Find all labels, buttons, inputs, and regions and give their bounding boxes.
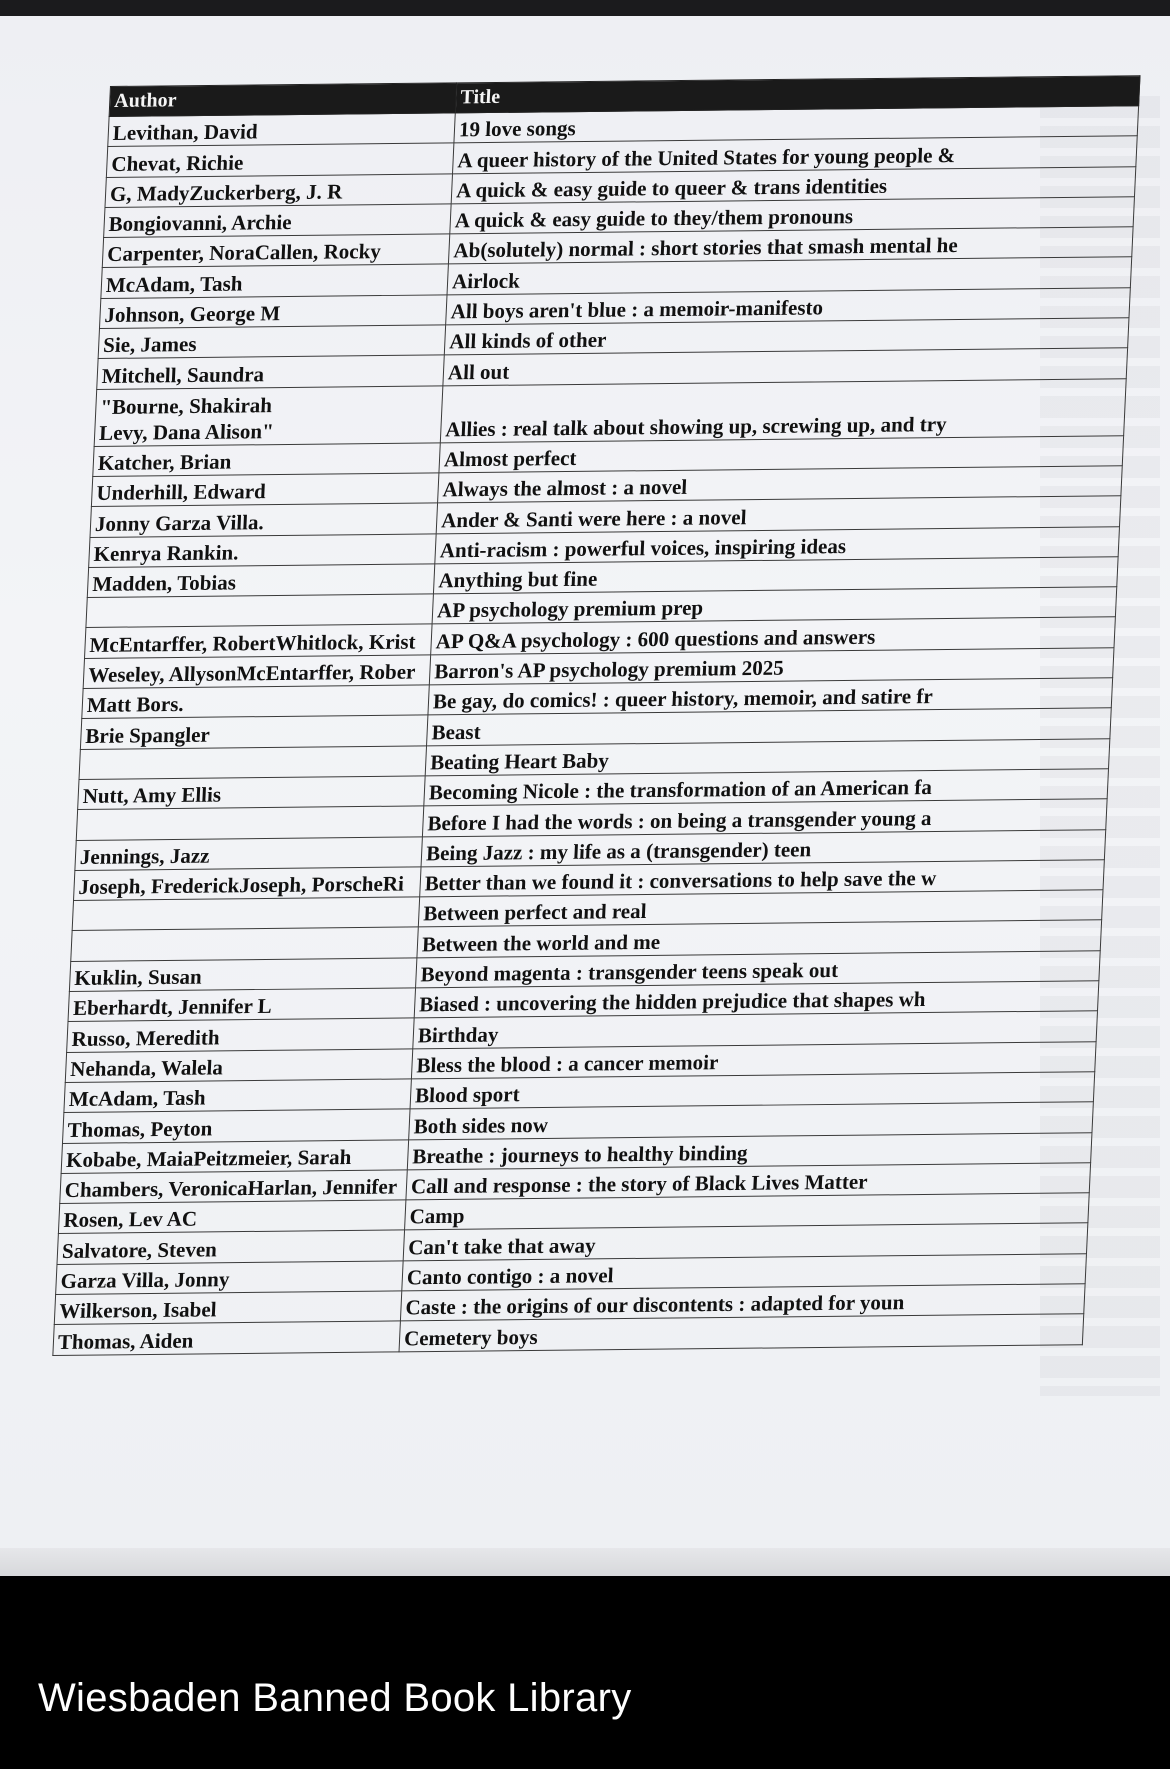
title-cell: A quick & easy guide to they/them pronouns bbox=[450, 197, 1135, 234]
title-cell: Being Jazz : my life as a (transgender) teen bbox=[421, 829, 1106, 866]
top-bar bbox=[0, 0, 1170, 16]
author-cell: Russo, Meredith bbox=[67, 1018, 415, 1052]
title-cell: Before I had the words : on being a transgender young a bbox=[422, 799, 1107, 836]
author-cell: G, MadyZuckerberg, J. R bbox=[105, 173, 453, 207]
author-cell: Jonny Garza Villa. bbox=[90, 503, 438, 537]
title-cell: AP psychology premium prep bbox=[432, 587, 1117, 624]
author-cell: Garza Villa, Jonny bbox=[56, 1261, 404, 1295]
title-cell: Always the almost : a novel bbox=[438, 466, 1123, 503]
author-cell: Joseph, FrederickJoseph, PorscheRi bbox=[74, 867, 422, 901]
author-cell: Underhill, Edward bbox=[91, 473, 439, 507]
author-cell: Carpenter, NoraCallen, Rocky bbox=[102, 234, 450, 268]
author-cell: Wilkerson, Isabel bbox=[54, 1291, 402, 1325]
author-cell: Kobabe, MaiaPeitzmeier, Sarah bbox=[61, 1139, 409, 1173]
author-cell: Madden, Tobias bbox=[87, 564, 435, 598]
title-cell: All boys aren't blue : a memoir-manifesto bbox=[446, 287, 1131, 324]
title-cell: Better than we found it : conversations to help save the w bbox=[420, 860, 1105, 897]
author-cell: Salvatore, Steven bbox=[57, 1230, 405, 1264]
author-cell: Katcher, Brian bbox=[93, 443, 441, 477]
title-cell: Biased : uncovering the hidden prejudice that shapes wh bbox=[414, 981, 1099, 1018]
title-cell: Birthday bbox=[413, 1011, 1098, 1048]
title-cell: Becoming Nicole : the transformation of an American fa bbox=[424, 769, 1109, 806]
author-cell bbox=[79, 746, 427, 780]
author-cell: Jennings, Jazz bbox=[75, 836, 423, 870]
title-cell: A quick & easy guide to queer & trans identities bbox=[451, 166, 1136, 203]
title-column-header: Title bbox=[455, 76, 1140, 113]
author-cell: McAdam, Tash bbox=[101, 264, 449, 298]
author-cell: Thomas, Aiden bbox=[53, 1321, 401, 1355]
author-cell bbox=[86, 594, 434, 628]
author-cell: Kuklin, Susan bbox=[69, 958, 417, 992]
author-cell: Thomas, Peyton bbox=[63, 1109, 411, 1143]
title-cell: All kinds of other bbox=[444, 318, 1129, 355]
title-cell: Between the world and me bbox=[417, 920, 1102, 957]
title-cell: Bless the blood : a cancer memoir bbox=[411, 1041, 1096, 1078]
title-cell: Call and response : the story of Black Lives Matter bbox=[406, 1163, 1091, 1200]
author-cell: Weseley, AllysonMcEntarffer, Rober bbox=[83, 655, 431, 689]
title-cell: Barron's AP psychology premium 2025 bbox=[429, 647, 1114, 684]
author-cell: Mitchell, Saundra bbox=[97, 355, 445, 389]
title-cell: Almost perfect bbox=[439, 435, 1124, 472]
title-cell: Beating Heart Baby bbox=[425, 738, 1110, 775]
title-cell: Cemetery boys bbox=[399, 1314, 1084, 1351]
title-cell: Blood sport bbox=[410, 1072, 1095, 1109]
author-cell: Kenrya Rankin. bbox=[89, 533, 437, 567]
author-cell: Nehanda, Walela bbox=[65, 1048, 413, 1082]
book-list-document bbox=[52, 75, 1140, 1355]
author-cell: Johnson, George M bbox=[99, 295, 447, 329]
author-cell: Nutt, Amy Ellis bbox=[78, 776, 426, 810]
author-cell: Bongiovanni, Archie bbox=[104, 204, 452, 238]
table-body bbox=[53, 106, 1139, 1355]
author-cell: Matt Bors. bbox=[82, 685, 430, 719]
author-cell bbox=[71, 927, 419, 961]
author-cell: Sie, James bbox=[98, 325, 446, 359]
title-cell: Both sides now bbox=[409, 1102, 1094, 1139]
title-cell: AP Q&A psychology : 600 questions and answers bbox=[431, 617, 1116, 654]
title-cell: Between perfect and real bbox=[418, 890, 1103, 927]
title-cell: Canto contigo : a novel bbox=[402, 1253, 1087, 1290]
author-cell bbox=[76, 806, 424, 840]
author-cell: McEntarffer, RobertWhitlock, Krist bbox=[85, 624, 433, 658]
author-cell: Rosen, Lev AC bbox=[58, 1200, 406, 1234]
author-cell bbox=[72, 897, 420, 931]
author-column-header: Author bbox=[109, 83, 457, 117]
title-cell: All out bbox=[443, 348, 1128, 385]
author-cell: Brie Spangler bbox=[80, 715, 428, 749]
title-cell: Beyond magenta : transgender teens speak out bbox=[416, 950, 1101, 987]
title-cell: Anti-racism : powerful voices, inspiring ideas bbox=[435, 526, 1120, 563]
author-cell: Eberhardt, Jennifer L bbox=[68, 988, 416, 1022]
title-cell: Ander & Santi were here : a novel bbox=[436, 496, 1121, 533]
title-cell: Be gay, do comics! : queer history, memoir, and satire fr bbox=[428, 678, 1113, 715]
author-cell: McAdam, Tash bbox=[64, 1079, 412, 1113]
title-cell: Airlock bbox=[447, 257, 1132, 294]
author-cell: "Bourne, Shakirah Levy, Dana Alison" bbox=[94, 386, 443, 447]
title-cell: 19 love songs bbox=[454, 106, 1139, 143]
title-cell: A queer history of the United States for young people & bbox=[453, 136, 1138, 173]
title-cell: Allies : real talk about showing up, screwing up, and try bbox=[440, 378, 1126, 442]
title-cell: Breathe : journeys to healthy binding bbox=[407, 1132, 1092, 1169]
title-cell: Beast bbox=[427, 708, 1112, 745]
paper-bottom-shadow bbox=[0, 1548, 1170, 1576]
author-cell: Levithan, David bbox=[108, 113, 456, 147]
author-cell: Chevat, Richie bbox=[106, 143, 454, 177]
title-cell: Can't take that away bbox=[403, 1223, 1088, 1260]
title-cell: Anything but fine bbox=[433, 557, 1118, 594]
title-cell: Caste : the origins of our discontents : adapted for youn bbox=[400, 1284, 1085, 1321]
author-cell: Chambers, VeronicaHarlan, Jennifer bbox=[60, 1170, 408, 1204]
post-title: Wiesbaden Banned Book Library bbox=[38, 1676, 632, 1720]
post-caption-area bbox=[0, 1576, 1170, 1769]
banned-books-table bbox=[52, 75, 1140, 1355]
title-cell: Ab(solutely) normal : short stories that smash mental he bbox=[448, 227, 1133, 264]
title-cell: Camp bbox=[405, 1193, 1090, 1230]
